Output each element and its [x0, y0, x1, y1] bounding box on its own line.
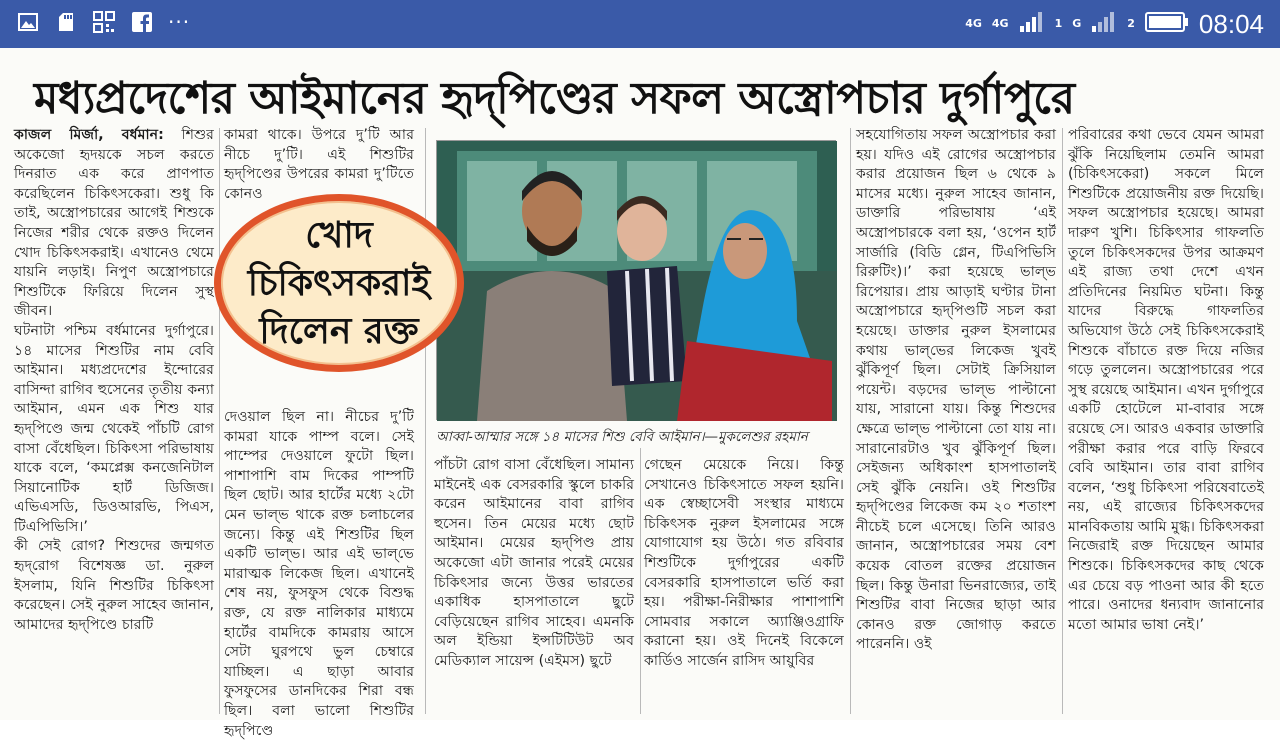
- clock: 08:04: [1198, 9, 1264, 39]
- network-type-2: 4G: [991, 17, 1009, 30]
- callout-badge: [214, 194, 464, 372]
- paragraph: শিশুর অকেজো হৃদয়কে সচল করতে দিনরাত এক করে প্রাণপাত করেছিলেন চিকিৎসকেরা। শুধু কি তাই, অস্ত্রোপচারের আগেই শিশুকে নিজের শরীর থেকে রক্তও দিলেন খোদ চিকিৎসকরাই। এখানেও থেমে যায়নি লড়াই। নিপুণ অস্ত্রোপচারে শিশুটিকে ফিরিয়ে দিলেন সুস্থ জীবন।: [14, 127, 214, 320]
- sim-2-label: 2: [1127, 17, 1135, 30]
- article-column-1: [14, 126, 214, 718]
- article-column-2-top: কামরা থাকে। উপরে দু’টি আর নীচে দু’টি। এই শিশুটির হৃদ্‌পিণ্ডের উপরের কামরা দু’টিতে কোনও: [224, 127, 414, 202]
- paragraph: ঘটনাটা পশ্চিম বর্ধমানের দুর্গাপুরে। ১৪ মাসের শিশুটির নাম বেবি আইমান। মধ্যপ্রদেশের ইন্দোরের বাসিন্দা রাগিব হুসেনের তৃতীয় কন্যা আইমান, এমন এক শিশু যার হৃদ্‌পিণ্ডে জন্ম থেকেই পাঁচটি রোগ বাসা বেঁধেছিল। চিকিৎসা পরিভাষায় যাকে বলে, ‘কমপ্লেক্স কনজেনিটাল সিয়ানোটিক হার্ট ডিজিজ। এভিএসডি, ডিওআরভি, পিএস, টিএপিভিসি।’: [14, 322, 214, 535]
- headline: মধ্যপ্রদেশের আইমানের হৃদ্‌পিণ্ডের সফল অস্ত্রোপচার দুর্গাপুরে: [34, 73, 1075, 124]
- article-column-4: গেছেন মেয়েকে নিয়ে। কিন্তু সেখানেও চিকিৎসাতে সফল হয়নি। এক স্বেচ্ছাসেবী সংস্থার মাধ্যমে চিকিৎসক নুরুল ইসলামের সঙ্গে যোগাযোগ হয় উঠে। গত রবিবার শিশুটিকে দুর্গাপুরের একটি বেসরকারি হাসপাতালে ভর্তি করা হয়। পরীক্ষা-নিরীক্ষার পাশাপাশি সোমবার সকালে অ্যাঞ্জিওগ্রাফি করানো হয়। ওই দিনেই বিকেলে কার্ডিও সার্জেন রাসিদ আয়ুবির: [644, 457, 844, 669]
- more-dots-icon: ···: [168, 10, 191, 34]
- divider: [219, 128, 220, 714]
- signal-2-icon: [1091, 11, 1117, 37]
- divider: [850, 128, 851, 714]
- article-column-5: সহযোগিতায় সফল অস্ত্রোপচার করা হয়। যদিও এই রোগের অস্ত্রোপচার করার প্রয়োজন ছিল ৬ থেকে ৯ মাসের মধ্যে। নুরুল সাহেব জানান, ডাক্তারি পরিভাষায় ‘এই অস্ত্রোপচারকে বলা হয়, ‘ওপেন হার্ট সার্জারি (বিডি গ্লেন, টিএপিভিসি রিরুটিং)।’ করা হয়েছে ভাল্‌ভ রিপেয়ার। প্রায় আড়াই ঘণ্টার টানা অস্ত্রোপচারে হৃদ্‌পিণ্ডটি সচল করা হয়েছে। ডাক্তার নুরুল ইসলামের কথায় ভাল্‌ভের লিকেজ খুবই ঝুঁকিপূর্ণ ছিল। সেটাই ক্রিসিয়াল পয়েন্ট। বড়দের ভাল্‌ভ পাল্টানো যায়, সারানো যায়। কিন্তু শিশুদের ক্ষেত্রে ভাল্‌ভ পাল্টানো তো যায় না। সারানোরটাও খুব ঝুঁকিপূর্ণ ছিল। সেইজন্য অধিকাংশ হাসপাতালই সেই ঝুঁকি নেয়নি। ওই শিশুটির হৃদ্‌পিণ্ডের লিকেজ কম ২০ শতাংশ নীচেই চলে এসেছে। তিনি আরও জানান, অস্ত্রোপচারের সময় বেশ কয়েক বোতল রক্তের প্রয়োজন ছিল। কিন্তু উনারা ভিনরাজ্যের, তাই শিশুটির বাবা নিজের ছাড়া আর কোনও রক্ত জোগাড় করতে পারেননি। ওই: [856, 127, 1056, 653]
- notification-icons: [16, 10, 190, 34]
- qr-code-icon: [92, 10, 116, 34]
- battery-icon: [1145, 11, 1189, 37]
- newspaper-clipping: [0, 48, 1280, 739]
- image-icon: [16, 10, 40, 34]
- callout-line: দিলেন রক্ত: [259, 310, 419, 352]
- divider: [425, 128, 426, 714]
- photo-caption: আব্বা-আম্মার সঙ্গে ১৪ মাসের শিশু বেবি আইমান।—মুকলেশুর রহমান: [436, 429, 808, 445]
- network-type-1: 4G: [965, 17, 982, 30]
- facebook-icon: [130, 10, 154, 34]
- divider: [640, 448, 641, 714]
- paragraph: কী সেই রোগ? শিশুদের জন্মগত হৃদ্‌রোগ বিশেষজ্ঞ ডা. নুরুল ইসলাম, যিনি শিশুটির চিকিৎসা করেছেন। সেই নুরুল সাহেব জানান, আমাদের হৃদ্‌পিণ্ডে চারটি: [14, 538, 214, 633]
- callout-line: চিকিৎসকরাই: [247, 262, 431, 304]
- byline: কাজল মির্জা, বর্ধমান:: [14, 127, 164, 143]
- article-column-2-bottom: দেওয়াল ছিল না। নীচের দু’টি কামরা যাকে পাম্প বলে। সেই পাম্পের দেওয়ালে ফুটো ছিল। পাশাপাশি বাম দিকের পাম্পটি ছিল ছোট। আর হার্টের মধ্যে ২টো মেন ভাল্‌ভ থাকে রক্ত চলাচলের জন্যে। কিন্তু এই শিশুটির ছিল একটি ভাল্‌ভ। আর এই ভাল্‌ভে মারাত্মক লিকেজ ছিল। এখানেই শেষ নয়, ফুসফুস থেকে বিশুদ্ধ রক্ত, যে রক্ত নালিকার মাধ্যমে হার্টের বামদিকে কামরায় আসে সেটা ঘুরপথে ভুল চেম্বারে যাচ্ছিল। এ ছাড়া আবার ফুসফুসের ডানদিকের শিরা বন্ধ ছিল। বলা ভালো শিশুটির হৃদ্‌পিণ্ডে: [224, 409, 414, 739]
- sim-1-label: 1: [1054, 17, 1063, 30]
- family-photo: [436, 140, 836, 420]
- signal-icon: [1019, 11, 1045, 37]
- status-bar: [0, 0, 1280, 48]
- callout-line: খোদ: [305, 214, 373, 256]
- divider: [1062, 128, 1063, 714]
- sd-card-icon: [54, 10, 78, 34]
- article-column-3: পাঁচটা রোগ বাসা বেঁধেছিল। সামান্য মাইনেই এক বেসরকারি স্কুলে চাকরি করেন আইমানের বাবা রাগিব হুসেন। তিন মেয়ের মধ্যে ছোট আইমান। মেয়ের হৃদ্‌পিণ্ড প্রায় অকেজো এটা জানার পরেই মেয়ের চিকিৎসার জন্যে উত্তর ভারতের একাধিক হাসপাতালে ছুটে বেড়িয়েছেন রাগিব সাহেব। এমনকি অল ইন্ডিয়া ইন্সটিটিউট অব মেডিক্যাল সায়েন্স (এইমস) ছুটে: [434, 457, 634, 669]
- network-type-g: G: [1072, 17, 1082, 30]
- article-column-6: পরিবারের কথা ভেবে যেমন আমরা ঝুঁকি নিয়েছিলাম তেমনি আমরা (চিকিৎসকেরা) সকলে মিলে শিশুটিকে প্রয়োজনীয় রক্ত দিয়েছি। সফল অস্ত্রোপচার হয়েছে। আমরা দারুণ খুশি। চিকিৎসার গাফলতি তুলে চিকিৎসকদের উপর আক্রমণ এই রাজ্য তথা দেশে এখন প্রতিদিনের নিয়মিত ঘটনা। কিন্তু যাদের বিরুদ্ধে গাফলতির অভিযোগ উঠে সেই চিকিৎসকেরাই শিশুকে বাঁচাতে রক্ত দিয়ে নজির গড়ে তুললেন। অস্ত্রোপচারের পরে সুস্থ রয়েছে আইমান। এখন দুর্গাপুরে একটি হোটেলে মা-বাবার সঙ্গে রয়েছে সে। আরও একবার ডাক্তারি পরীক্ষা করার পরে বাড়ি ফিরবে বেবি আইমান। তার বাবা রাগিব বলেন, ‘শুধু চিকিৎসা পরিষেবাতেই নয়, এই রাজ্যের চিকিৎসকদের মানবিকতায় আমি মুগ্ধ। চিকিৎসকরা নিজেরাই রক্ত দিয়েছেন আমার শিশুকে। চিকিৎসকদের কাছ থেকে এর চেয়ে বড় পাওনা আর কী হতে পারে। ওনাদের ধন্যবাদ জানানোর মতো আমার ভাষা নেই।’: [1068, 127, 1264, 633]
- system-indicators: [965, 8, 1264, 40]
